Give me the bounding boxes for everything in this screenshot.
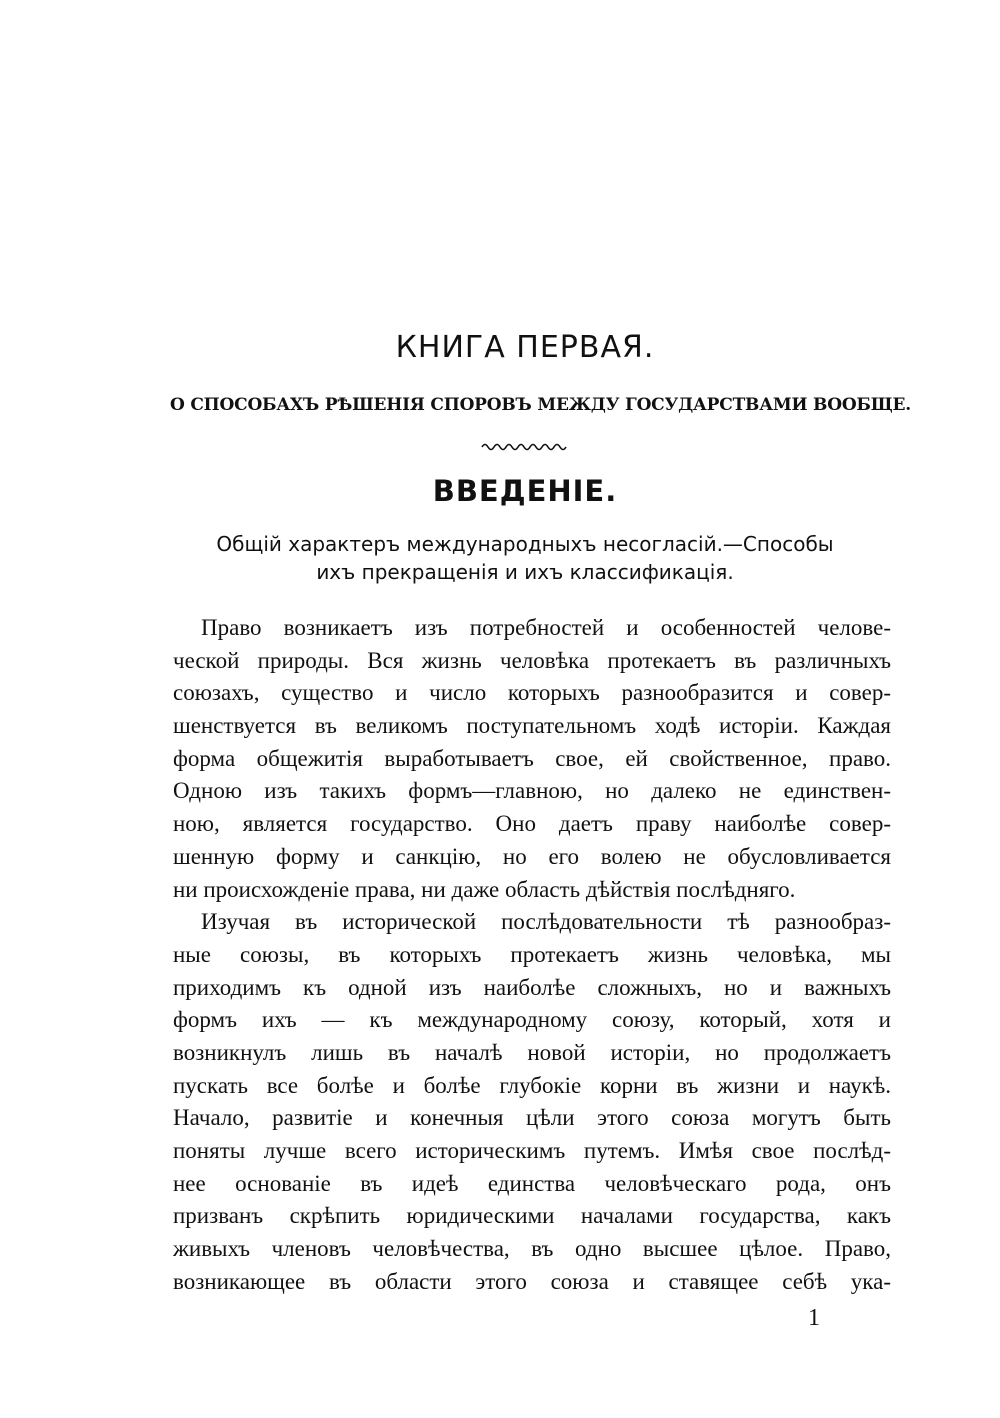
text-line: Одною изъ такихъ формъ—главною, но далеко не единствен-	[173, 778, 891, 804]
text-line: Изучая въ исторической послѣдовательности тѣ разнообраз-	[201, 909, 891, 935]
text-line: возникнулъ лишь въ началѣ новой исторіи, но продолжаетъ	[173, 1039, 891, 1065]
text-line: Начало, развитіе и конечныя цѣли этого союза могутъ быть	[173, 1105, 891, 1131]
introduction-heading: ВВЕДЕНІЕ.	[432, 474, 618, 508]
summary-line: ихъ прекращенія и ихъ классификація.	[316, 560, 734, 584]
introduction-summary	[150, 530, 900, 586]
book-title: КНИГА ПЕРВАЯ.	[395, 330, 655, 365]
text-line: ною, является государство. Оно даетъ праву наиболѣе совер-	[173, 811, 891, 837]
text-line: формъ ихъ — къ международному союзу, который, хотя и	[173, 1007, 891, 1033]
text-line: форма общежитія выработываетъ свое, ей свойственное, право.	[173, 745, 891, 771]
page-number: 1	[808, 1305, 820, 1331]
paragraph-1	[173, 612, 891, 906]
text-line: ные союзы, въ которыхъ протекаетъ жизнь человѣка, мы	[173, 941, 891, 967]
book-subtitle: О СПОСОБАХЪ РѢШЕНІЯ СПОРОВЪ МЕЖДУ ГОСУДАРСТВАМИ ВООБЩЕ.	[170, 395, 912, 415]
body-text	[173, 612, 891, 1298]
text-line: пускать все болѣе и болѣе глубокіе корни въ жизни и наукѣ.	[173, 1072, 891, 1098]
summary-line: Общій характеръ международныхъ несогласій.—Способы	[216, 532, 834, 556]
text-line: шенную форму и санкцію, но его волею не обусловливается	[173, 843, 891, 869]
text-line: ческой природы. Вся жизнь человѣка протекаетъ въ различныхъ	[173, 647, 891, 673]
text-line: ни происхожденіе права, ни даже область дѣйствія послѣдняго.	[173, 876, 796, 902]
text-line: приходимъ къ одной изъ наиболѣе сложныхъ, но и важныхъ	[173, 974, 891, 1000]
paragraph-2	[173, 906, 891, 1298]
text-line: живыхъ членовъ человѣчества, въ одно высшее цѣлое. Право,	[173, 1236, 891, 1262]
text-line: возникающее въ области этого союза и ставящее себѣ ука-	[173, 1268, 891, 1294]
text-line: Право возникаетъ изъ потребностей и особенностей челове-	[201, 615, 891, 640]
text-line: союзахъ, существо и число которыхъ разнообразится и совер-	[173, 680, 891, 706]
text-line: поняты лучше всего историческимъ путемъ. Имѣя свое послѣд-	[173, 1138, 891, 1163]
text-line: шенствуется въ великомъ поступательномъ ходѣ исторіи. Каждая	[173, 713, 891, 739]
text-line: нее основаніе въ идеѣ единства человѣческаго рода, онъ	[173, 1170, 891, 1196]
ornament-wave-divider	[480, 440, 570, 454]
text-line: призванъ скрѣпить юридическими началами государства, какъ	[173, 1203, 891, 1229]
